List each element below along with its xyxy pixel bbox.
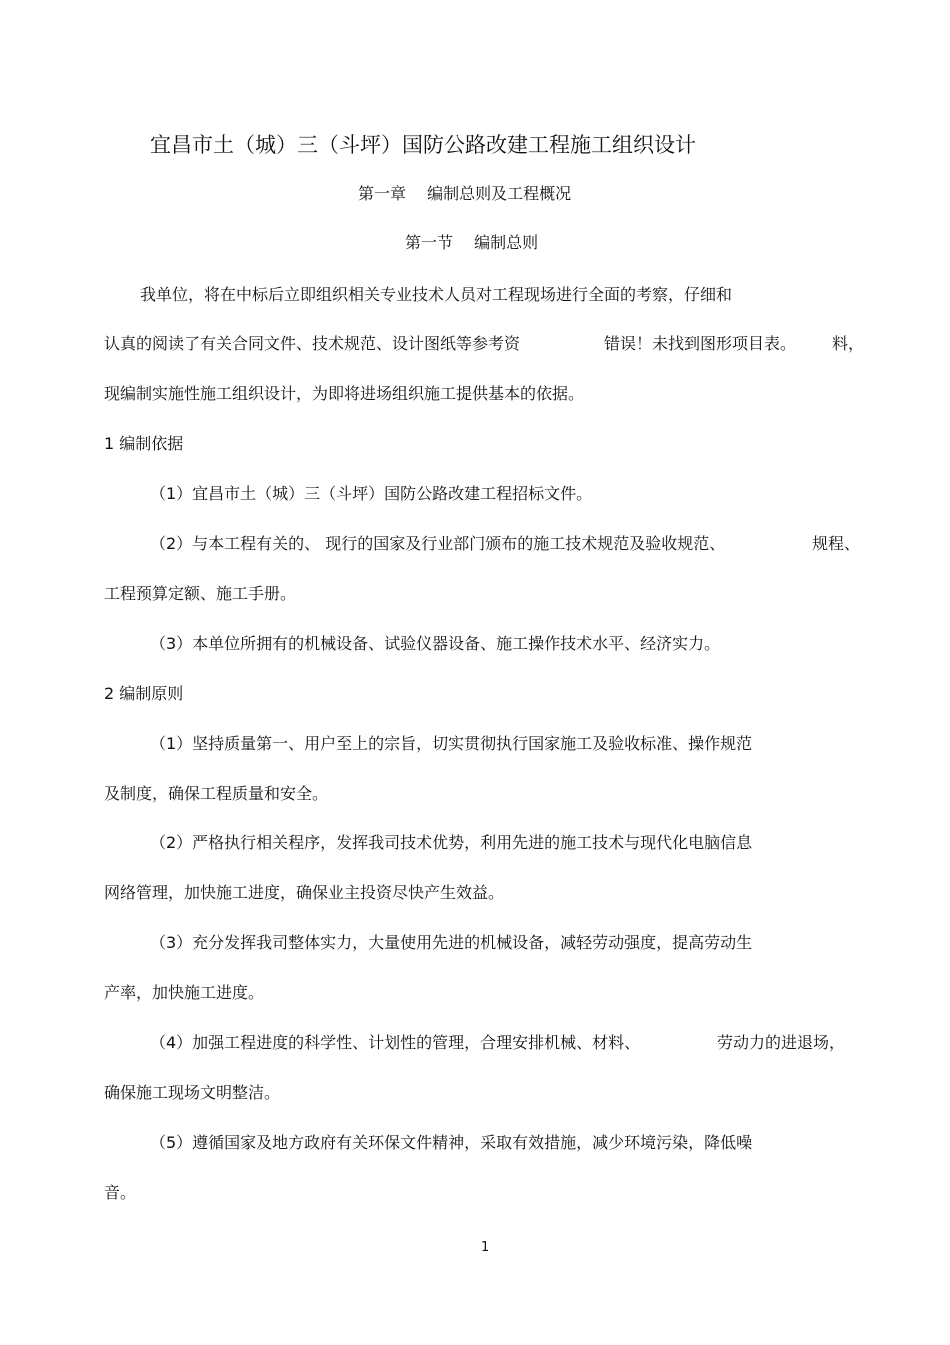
basis-item-1: （1）宜昌市土（城）三（斗坪）国防公路改建工程招标文件。 [150, 484, 593, 503]
chapter-heading: 第一章 编制总则及工程概况 [358, 184, 572, 203]
principles-item-2-line-2: 网络管理，加快施工进度，确保业主投资尽快产生效益。 [104, 883, 505, 902]
document-title: 宜昌市土（城）三（斗坪）国防公路改建工程施工组织设计 [150, 133, 696, 157]
principles-item-4-line-1b: 劳动力的进退场， [717, 1033, 846, 1052]
basis-item-3: （3）本单位所拥有的机械设备、试验仪器设备、施工操作技术水平、经济实力。 [150, 634, 721, 653]
principles-item-5-line-2: 音。 [104, 1183, 137, 1202]
principles-item-1-line-1: （1）坚持质量第一、用户至上的宗旨，切实贯彻执行国家施工及验收标准、操作规范 [150, 734, 753, 753]
intro-line-1: 我单位，将在中标后立即组织相关专业技术人员对工程现场进行全面的考察，仔细和 [140, 285, 733, 304]
intro-line-2a: 认真的阅读了有关合同文件、技术规范、设计图纸等参考资 [104, 334, 521, 353]
principles-item-4-line-2: 确保施工现场文明整洁。 [104, 1083, 281, 1102]
principles-item-5-line-1: （5）遵循国家及地方政府有关环保文件精神，采取有效措施，减少环境污染，降低噪 [150, 1133, 753, 1152]
intro-line-2-error: 错误！未找到图形项目表。 [604, 334, 797, 353]
section-heading: 第一节 编制总则 [405, 233, 539, 252]
intro-line-2b: 料， [832, 334, 865, 353]
principles-heading: 2 编制原则 [104, 684, 184, 703]
principles-item-4-line-1a: （4）加强工程进度的科学性、计划性的管理，合理安排机械、材料、 [150, 1033, 641, 1052]
principles-item-2-line-1: （2）严格执行相关程序，发挥我司技术优势，利用先进的施工技术与现代化电脑信息 [150, 833, 753, 852]
basis-heading: 1 编制依据 [104, 434, 184, 453]
intro-line-3: 现编制实施性施工组织设计，为即将进场组织施工提供基本的依据。 [104, 384, 585, 403]
page-number: 1 [481, 1240, 490, 1255]
basis-item-2-line-1a: （2）与本工程有关的、 现行的国家及行业部门颁布的施工技术规范及验收规范、 [150, 534, 726, 553]
basis-item-2-line-2: 工程预算定额、施工手册。 [104, 584, 297, 603]
basis-item-2-line-1b: 规程、 [812, 534, 861, 553]
principles-item-3-line-2: 产率，加快施工进度。 [104, 983, 265, 1002]
principles-item-3-line-1: （3）充分发挥我司整体实力，大量使用先进的机械设备，减轻劳动强度，提高劳动生 [150, 933, 753, 952]
principles-item-1-line-2: 及制度，确保工程质量和安全。 [104, 784, 329, 803]
